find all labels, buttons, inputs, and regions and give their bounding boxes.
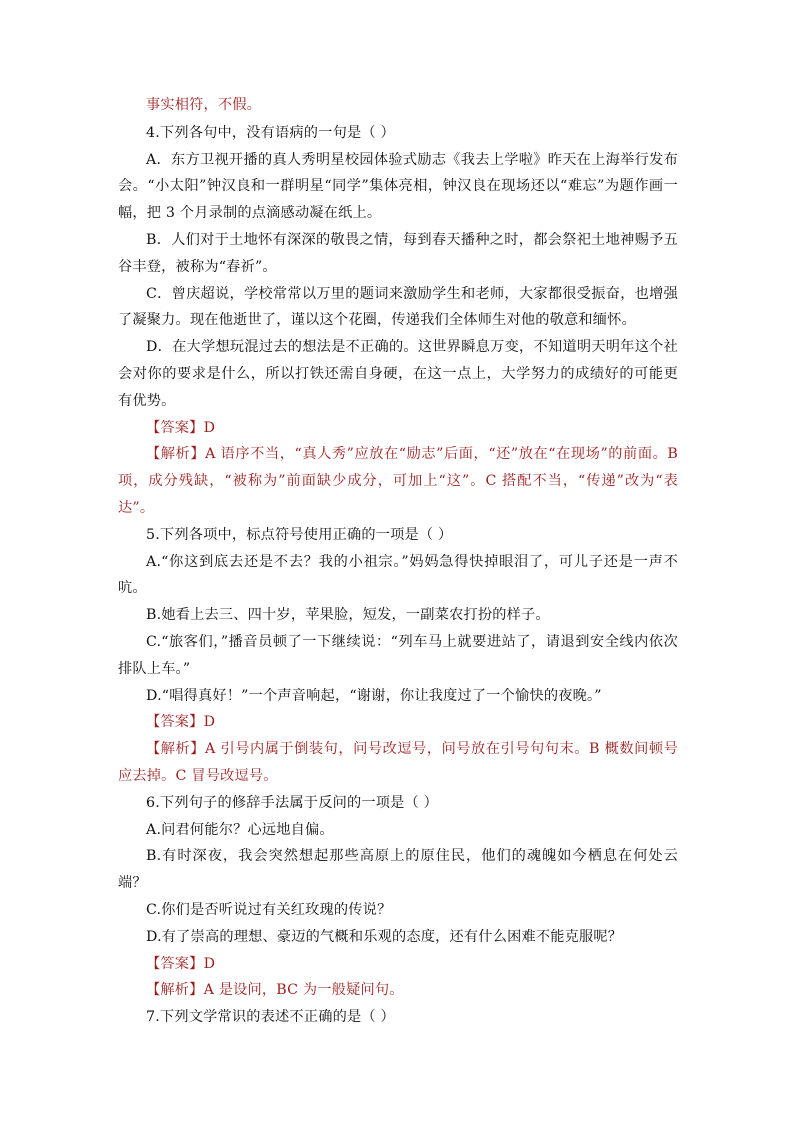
question-4: 4.下列各句中，没有语病的一句是（ ）: [146, 124, 395, 141]
q5-explanation: [118, 736, 678, 790]
document-page: [118, 92, 678, 1031]
explanation-text: A 语序不当，“真人秀”应放在“励志”后面，“还”放在“在现场”的前面。B 项，成分残缺，“被称为”前面缺少成分，可加上“这”。C 搭配不当，“传递”改为“表达”。: [118, 446, 678, 516]
explanation-text: A 是设问，BC 为一般疑问句。: [203, 982, 404, 999]
q6-option-b: B.有时深夜，我会突然想起那些高原上的原住民，他们的魂魄如今栖息在何处云端？: [118, 848, 678, 892]
explanation-tag: 【解析】: [146, 982, 204, 999]
answer-value: D: [203, 714, 216, 731]
q6-answer: [118, 951, 678, 978]
q5-answer: [118, 709, 678, 736]
q6-option-a: A.问君何能尔？心远地自偏。: [146, 821, 334, 838]
question-7: 7.下列文学常识的表述不正确的是（ ）: [146, 1009, 395, 1026]
answer-value: D: [203, 955, 216, 972]
answer-tag: 【答案】: [146, 419, 204, 436]
q4-option-d: D．在大学想玩混过去的想法是不正确的。这世界瞬息万变，不知道明天明年这个社会对你的要求是什么，所以打铁还需自身硬，在这一点上，大学努力的成绩好的可能更有优势。: [118, 339, 678, 409]
q4-option-c: C．曾庆超说，学校常常以万里的题词来激励学生和老师，大家都很受振奋，也增强了凝聚力。现在他逝世了，谨以这个花圈，传递我们全体师生对他的敬意和缅怀。: [118, 285, 678, 329]
q4-answer: [118, 415, 678, 442]
q4-option-a: A．东方卫视开播的真人秀明星校园体验式励志《我去上学啦》昨天在上海举行发布会。“小太阳”钟汉良和一群明星“同学”集体亮相，钟汉良在现场还以“难忘”为题作画一幅，把 3 个月录制的点滴感动凝在纸上。: [118, 151, 678, 222]
q4-option-b: B．人们对于土地怀有深深的敬畏之情，每到春天播种之时，都会祭祀土地神赐予五谷丰登，被称为“春祈”。: [118, 231, 678, 275]
answer-tag: 【答案】: [146, 714, 204, 731]
explanation-tag: 【解析】: [146, 446, 206, 463]
explanation-text: A 引号内属于倒装句，问号改逗号，问号放在引号句句末。B 概数间顿号应去掉。C 冒号改逗号。: [118, 741, 678, 784]
q5-option-b: B.她看上去三、四十岁，苹果脸，短发，一副菜农打扮的样子。: [146, 607, 550, 624]
q6-explanation: [118, 977, 678, 1004]
answer-value: D: [203, 419, 216, 436]
q5-option-a: A.“你这到底去还是不去？我的小祖宗。”妈妈急得快掉眼泪了，可儿子还是一声不吭。: [118, 553, 678, 597]
q4-explanation: [118, 441, 678, 521]
q6-option-c: C.你们是否听说过有关红玫瑰的传说？: [146, 901, 392, 918]
prev-explanation-tail: 事实相符，不假。: [146, 97, 262, 113]
q6-option-d: D.有了崇高的理想、豪迈的气概和乐观的态度，还有什么困难不能克服呢？: [146, 928, 623, 945]
question-5: 5.下列各项中，标点符号使用正确的一项是（ ）: [146, 526, 453, 543]
q5-option-c: C.“旅客们，”播音员顿了一下继续说：“列车马上就要进站了，请退到安全线内依次排队上车。”: [118, 633, 678, 677]
q5-option-d: D.“唱得真好！”一个声音响起，“谢谢，你让我度过了一个愉快的夜晚。”: [146, 687, 602, 704]
answer-tag: 【答案】: [146, 955, 204, 972]
question-6: 6.下列句子的修辞手法属于反问的一项是（ ）: [146, 794, 439, 811]
explanation-tag: 【解析】: [146, 741, 205, 758]
